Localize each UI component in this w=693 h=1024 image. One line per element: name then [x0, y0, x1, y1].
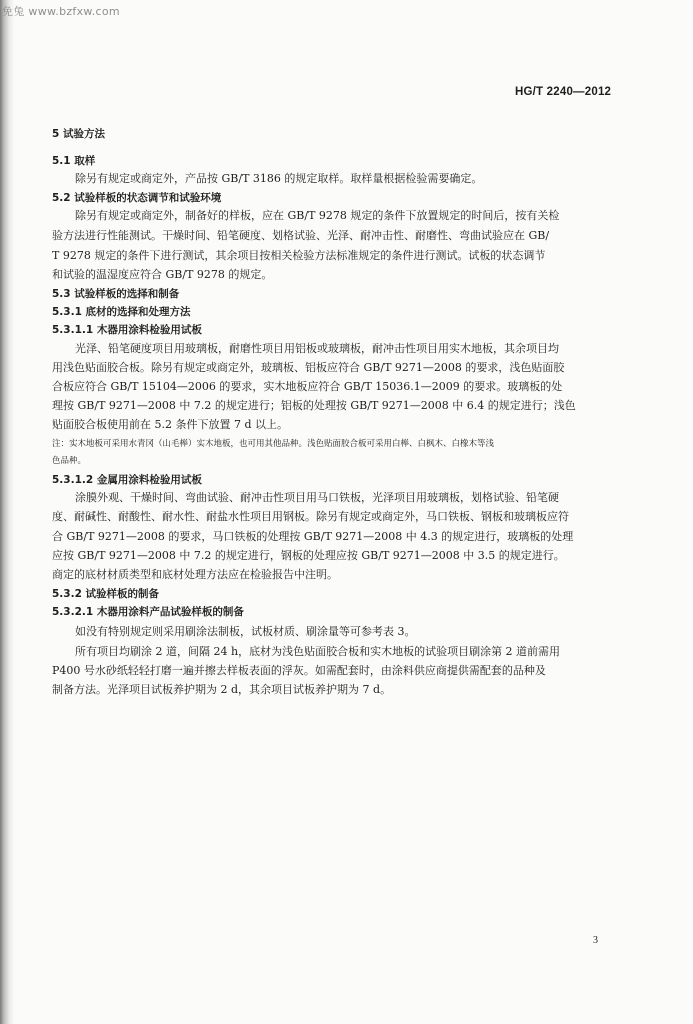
section-5-3-1-1-heading: 5.3.1.1 木器用涂料检验用试板	[52, 324, 202, 336]
section-5-3-2-heading: 5.3.2 试验样板的制备	[52, 588, 160, 600]
body-line: 涂膜外观、干燥时间、弯曲试验、耐冲击性项目用马口铁板，光泽项目用玻璃板，划格试验、铅笔硬	[75, 491, 559, 504]
page-number: 3	[593, 935, 598, 946]
section-5-1-heading: 5.1 取样	[52, 155, 96, 167]
section-5-2-heading: 5.2 试验样板的状态调节和试验环境	[52, 192, 222, 204]
body-line: 合板应符合 GB/T 15104—2006 的要求，实木地板应符合 GB/T 15036.1—2009 的要求。玻璃板的处	[52, 380, 563, 393]
body-line: 制备方法。光泽项目试板养护期为 2 d，其余项目试板养护期为 7 d。	[52, 683, 392, 696]
body-line: 合 GB/T 9271—2008 的要求，马口铁板的处理按 GB/T 9271—2008 中 4.3 的规定进行，玻璃板的处理	[52, 530, 574, 543]
section-5-3-heading: 5.3 试验样板的选择和制备	[52, 288, 180, 300]
body-line: T 9278 规定的条件下进行测试，其余项目按相关检验方法标准规定的条件进行测试。试板的状态调节	[52, 249, 546, 262]
section-5-3-1-heading: 5.3.1 底材的选择和处理方法	[52, 306, 191, 318]
section-5-heading: 5 试验方法	[52, 128, 105, 140]
body-line: 除另有规定或商定外，制备好的样板，应在 GB/T 9278 规定的条件下放置规定的时间后，按有关检	[75, 209, 560, 222]
body-line: 除另有规定或商定外，产品按 GB/T 3186 的规定取样。取样量根据检验需要确定。	[75, 172, 483, 185]
scan-edge	[0, 0, 14, 1024]
body-line: 贴面胶合板使用前在 5.2 条件下放置 7 d 以上。	[52, 418, 289, 431]
body-line: P400 号水砂纸轻轻打磨一遍并擦去样板表面的浮灰。如需配套时，由涂料供应商提供需配套的品种及	[52, 664, 546, 677]
body-line: 应按 GB/T 9271—2008 中 7.2 的规定进行，钢板的处理应按 GB/T 9271—2008 中 3.5 的规定进行。	[52, 549, 565, 562]
body-line: 和试验的温湿度应符合 GB/T 9278 的规定。	[52, 268, 273, 281]
body-line: 理按 GB/T 9271—2008 中 7.2 的规定进行；铝板的处理按 GB/T 9271—2008 中 6.4 的规定进行；浅色	[52, 399, 576, 412]
standard-code: HG/T 2240—2012	[515, 86, 612, 98]
body-line: 度、耐碱性、耐酸性、耐水性、耐盐水性项目用钢板。除另有规定或商定外，马口铁板、钢板和玻璃板应符	[52, 510, 569, 523]
watermark: 免兔 www.bzfxw.com	[2, 5, 120, 18]
section-5-3-1-2-heading: 5.3.1.2 金属用涂料检验用试板	[52, 474, 202, 486]
note-line: 色品种。	[52, 456, 87, 466]
body-line: 光泽、铅笔硬度项目用玻璃板，耐磨性项目用铝板或玻璃板，耐冲击性项目用实木地板，其余项目均	[75, 342, 559, 355]
body-line: 如没有特别规定则采用刷涂法制板，试板材质、刷涂量等可参考表 3。	[75, 625, 416, 638]
note-line: 注：实木地板可采用水青冈（山毛榉）实木地板，也可用其他品种。浅色贴面胶合板可采用白榉、白枫木、白橡木等浅	[52, 439, 495, 449]
body-line: 所有项目均刷涂 2 道，间隔 24 h，底材为浅色贴面胶合板和实木地板的试验项目刷涂第 2 道前需用	[75, 645, 561, 658]
body-line: 用浅色贴面胶合板。除另有规定或商定外，玻璃板、铝板应符合 GB/T 9271—2008 的要求，浅色贴面胶	[52, 361, 565, 374]
section-5-3-2-1-heading: 5.3.2.1 木器用涂料产品试验样板的制备	[52, 606, 244, 618]
body-line: 商定的底材材质类型和底材处理方法应在检验报告中注明。	[52, 568, 338, 581]
body-line: 验方法进行性能测试。干燥时间、铅笔硬度、划格试验、光泽、耐冲击性、耐磨性、弯曲试验应在 GB/	[52, 229, 550, 242]
